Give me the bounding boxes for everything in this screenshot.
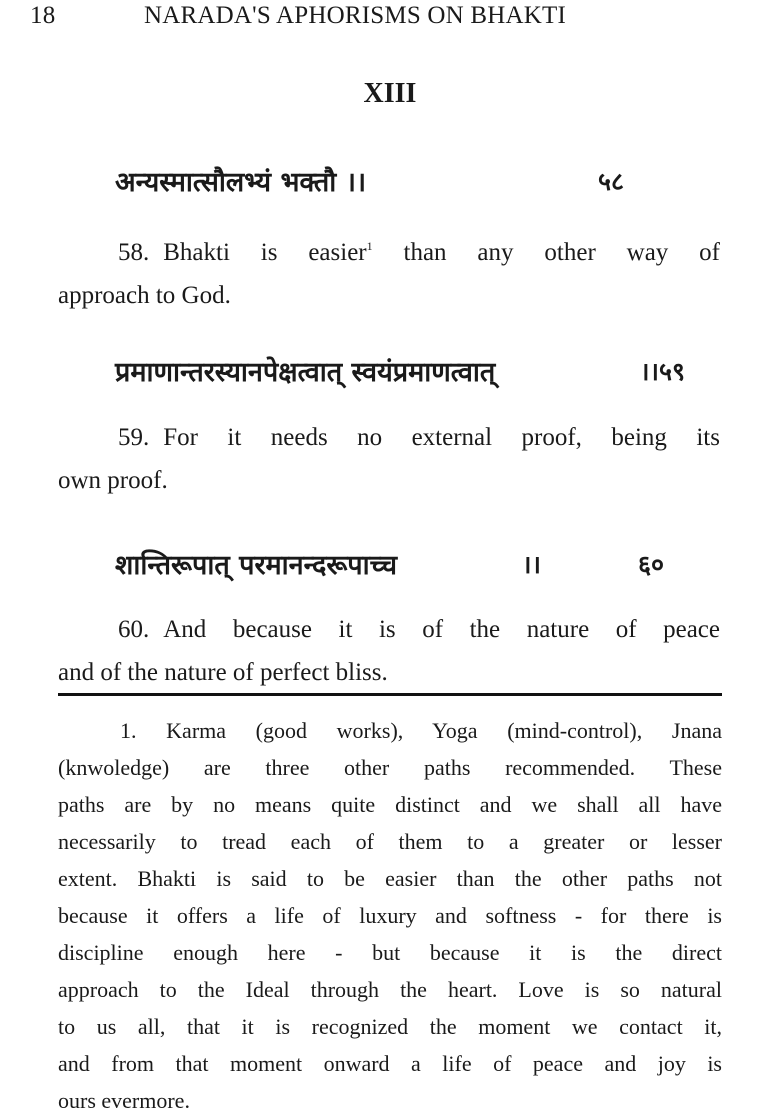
translation-text: For it needs no external proof, being its <box>163 424 720 451</box>
footnote-line-10: and from that moment onward a life of peace and joy is <box>58 1051 722 1076</box>
translation-line-2: and of the nature of perfect bliss. <box>58 659 388 686</box>
footnote-text: 1. Karma (good works), Yoga (mind-control), Jnana <box>120 718 722 743</box>
footnote-line-11: ours evermore. <box>58 1088 190 1113</box>
translation-text: than any other way of <box>372 239 720 266</box>
running-head <box>30 2 566 30</box>
sutra-58-devanagari-number: ५८ <box>598 167 625 196</box>
footnote-line-4: necessarily to tread each of them to a greater or lesser <box>58 829 722 854</box>
sutra-59-sanskrit: प्रमाणान्तरस्यानपेक्षत्वात् स्वयंप्रमाणत्वात् <box>115 357 496 388</box>
sutra-59-translation <box>58 416 720 502</box>
sutra-58-sanskrit: अन्यस्मात्सौलभ्यं भक्तौ ।। <box>115 167 367 198</box>
footnote-divider <box>58 693 722 696</box>
page-number: 18 <box>30 2 56 29</box>
translation-text: Bhakti is easier <box>163 239 367 266</box>
sutra-59-devanagari-number: ।।५९ <box>640 357 685 386</box>
sutra-58-translation <box>58 225 720 317</box>
footnote-line-2: (knwoledge) are three other paths recommended. These <box>58 755 722 780</box>
sutra-60-devanagari-number: ६० <box>638 550 665 579</box>
footnote-line-9: to us all, that it is recognized the moment we contact it, <box>58 1014 722 1039</box>
sutra-60-sanskrit: शान्तिरूपात् परमानन्दरूपाच्च <box>115 550 397 581</box>
footnote-line-5: extent. Bhakti is said to be easier than the other paths not <box>58 866 722 891</box>
sutra-60-translation <box>58 608 720 694</box>
footnote-line-1 <box>58 712 722 749</box>
translation-text: And because it is of the nature of peace <box>163 616 720 643</box>
translation-line-2: own proof. <box>58 467 168 494</box>
footnote-line-7: discipline enough here - but because it is the direct <box>58 940 722 965</box>
footnote-line-8: approach to the Ideal through the heart. Love is so natural <box>58 977 722 1002</box>
sutra-60-danda: ।। <box>522 550 541 579</box>
chapter-heading: XIII <box>363 78 417 109</box>
footnote-ref[interactable]: 1 <box>366 239 373 253</box>
sutra-number: 60. <box>118 616 150 643</box>
sutra-number: 58. <box>118 239 150 266</box>
sutra-number: 59. <box>118 424 150 451</box>
book-title: NARADA'S APHORISMS ON BHAKTI <box>144 2 566 29</box>
translation-line-2: approach to God. <box>58 282 231 309</box>
footnote-line-6: because it offers a life of luxury and softness - for there is <box>58 903 722 928</box>
footnote-line-3: paths are by no means quite distinct and we shall all have <box>58 792 722 817</box>
